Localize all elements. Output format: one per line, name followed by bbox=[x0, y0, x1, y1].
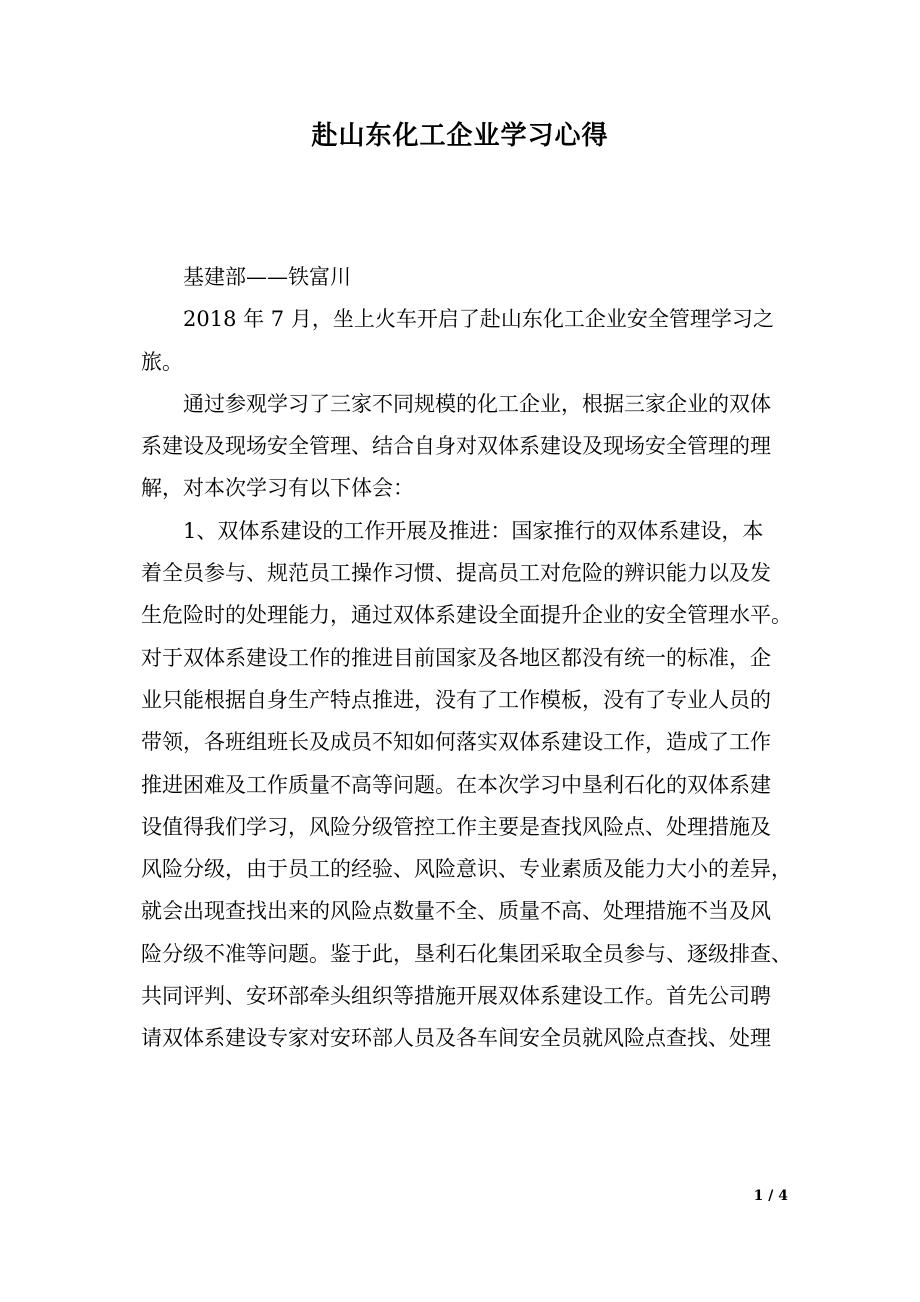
paragraph-line: 就会出现查找出来的风险点数量不全、质量不高、处理措施不当及风 bbox=[141, 899, 771, 924]
author-line: 基建部——铁富川 bbox=[183, 265, 351, 289]
paragraph-line: 解，对本次学习有以下体会： bbox=[141, 476, 414, 501]
paragraph-line: 共同评判、安环部牵头组织等措施开展双体系建设工作。首先公司聘 bbox=[141, 984, 771, 1009]
paragraph-line: 旅。 bbox=[141, 349, 183, 374]
paragraph-line: 风险分级，由于员工的经验、风险意识、专业素质及能力大小的差异， bbox=[141, 857, 792, 882]
paragraph-line: 险分级不准等问题。鉴于此，垦利石化集团采取全员参与、逐级排查、 bbox=[141, 941, 792, 966]
paragraph-line: 请双体系建设专家对安环部人员及各车间安全员就风险点查找、处理 bbox=[141, 1026, 771, 1051]
paragraph-line: 生危险时的处理能力，通过双体系建设全面提升企业的安全管理水平。 bbox=[141, 603, 792, 628]
paragraph-line: 着全员参与、规范员工操作习惯、提高员工对危险的辨识能力以及发 bbox=[141, 561, 771, 586]
paragraph-line: 带领，各班组班长及成员不知如何落实双体系建设工作，造成了工作 bbox=[141, 730, 771, 755]
paragraph-line: 2018 年 7 月，坐上火车开启了赴山东化工企业安全管理学习之 bbox=[183, 307, 774, 332]
document-body bbox=[141, 256, 792, 1060]
paragraph-line: 设值得我们学习，风险分级管控工作主要是查找风险点、处理措施及 bbox=[141, 814, 771, 839]
paragraph-line: 推进困难及工作质量不高等问题。在本次学习中垦利石化的双体系建 bbox=[141, 772, 771, 797]
paragraph-line: 对于双体系建设工作的推进目前国家及各地区都没有统一的标准，企 bbox=[141, 645, 771, 670]
paragraph-line: 系建设及现场安全管理、结合自身对双体系建设及现场安全管理的理 bbox=[141, 434, 771, 459]
document-title: 赴山东化工企业学习心得 bbox=[311, 121, 609, 151]
paragraph-line: 通过参观学习了三家不同规模的化工企业，根据三家企业的双体 bbox=[183, 391, 771, 416]
page-number: 1 / 4 bbox=[753, 1188, 788, 1204]
paragraph-line: 1、双体系建设的工作开展及推进：国家推行的双体系建设，本 bbox=[183, 518, 764, 543]
paragraph-line: 业只能根据自身生产特点推进，没有了工作模板，没有了专业人员的 bbox=[141, 687, 771, 712]
